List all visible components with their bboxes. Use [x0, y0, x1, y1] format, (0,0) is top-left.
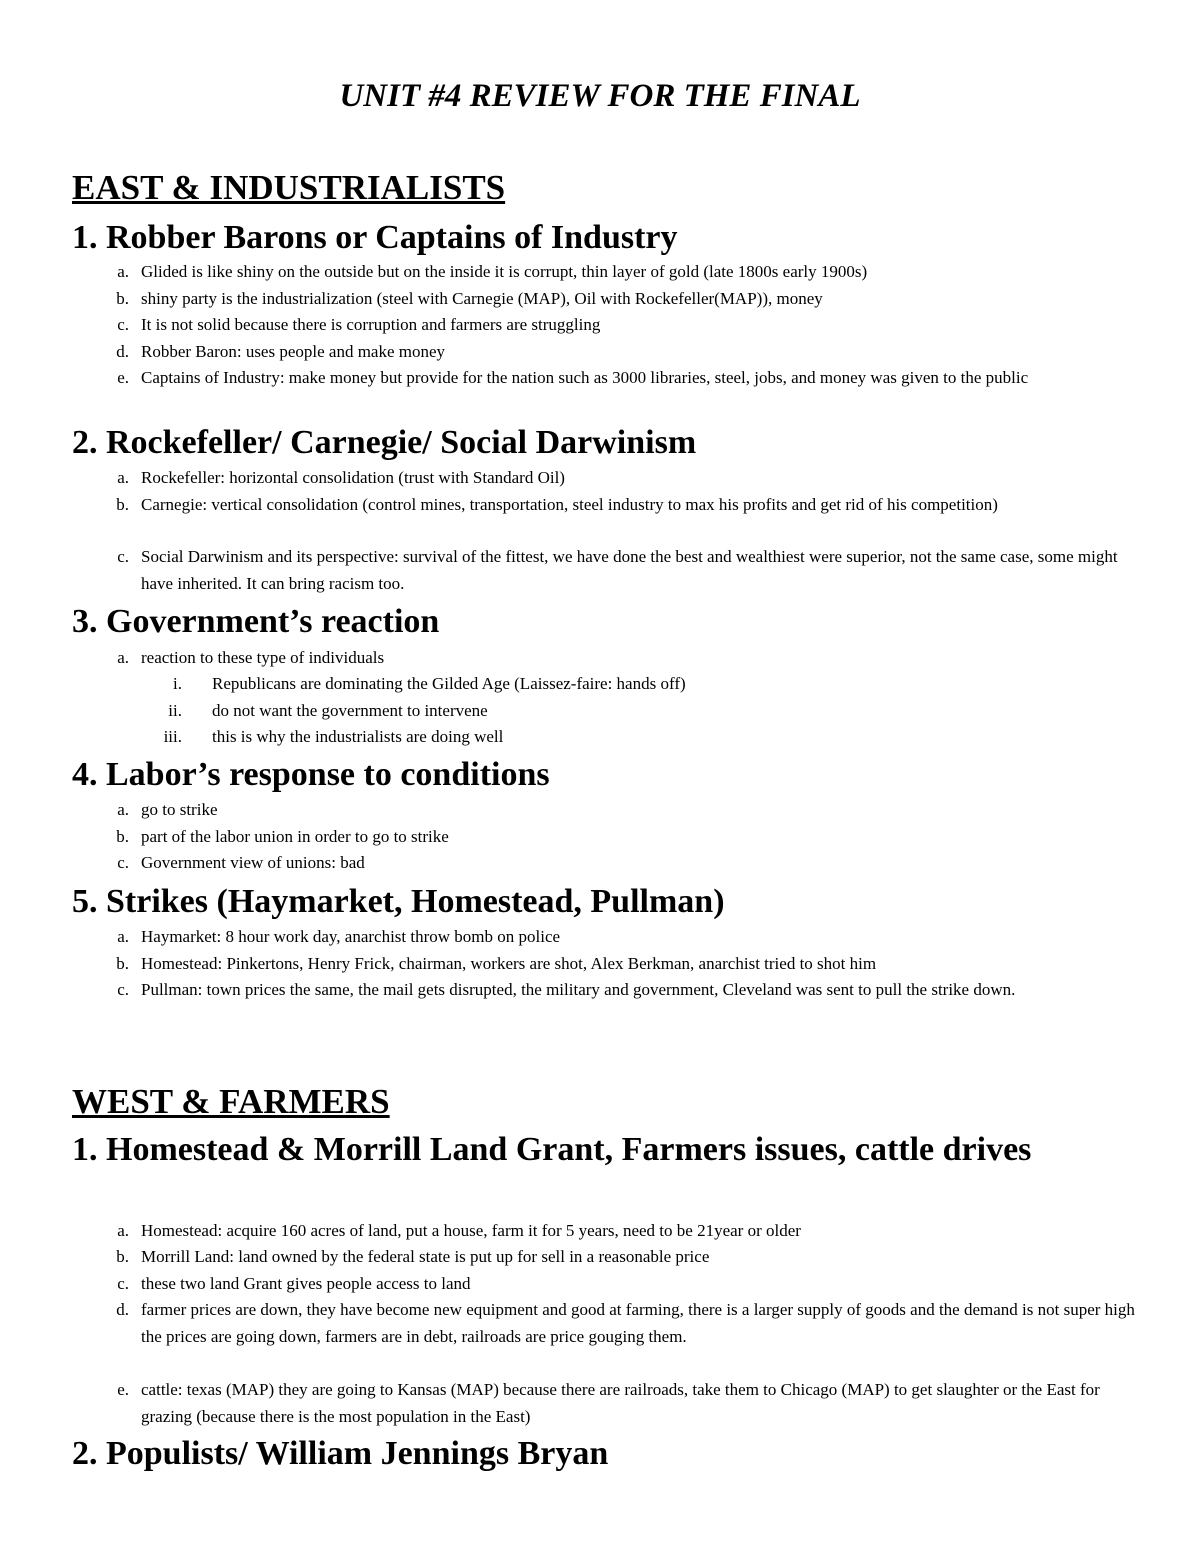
list-marker: iii. — [163, 727, 182, 746]
list-item — [117, 645, 1141, 672]
list-item — [117, 797, 1141, 824]
list-marker: b. — [116, 289, 129, 308]
list-item-text: Government view of unions: bad — [141, 853, 365, 872]
list-item — [117, 1377, 1141, 1430]
list-item-text: reaction to these type of individuals — [141, 648, 385, 667]
list-item — [117, 312, 1141, 339]
list-item — [116, 1297, 1141, 1350]
list-item-text: part of the labor union in order to go to strike — [141, 827, 449, 846]
list-item — [116, 951, 1141, 978]
list-item-text: cattle: texas (MAP) they are going to Kansas (MAP) because there are railroads, take them to Chicago (MAP) to get slaughter or the East for grazing (because there is the most population in the East) — [141, 1380, 1100, 1426]
list-item — [117, 924, 1141, 951]
list-marker: b. — [116, 1247, 129, 1266]
topic-heading: 1. Robber Barons or Captains of Industry — [72, 219, 678, 256]
sub-list-item — [173, 671, 1142, 698]
topic-heading: 3. Government’s reaction — [72, 603, 440, 640]
list-item-text: Captains of Industry: make money but provide for the nation such as 3000 libraries, steel, jobs, and money was given to the public — [141, 368, 1029, 387]
list-item — [117, 977, 1141, 1004]
list-item — [117, 259, 1141, 286]
list-marker: c. — [117, 547, 129, 566]
list-item-text: Homestead: acquire 160 acres of land, put a house, farm it for 5 years, need to be 21year or older — [141, 1221, 801, 1240]
list-item-text: Morrill Land: land owned by the federal state is put up for sell in a reasonable price — [141, 1247, 710, 1266]
list-marker: c. — [117, 1274, 129, 1293]
list-item-text: do not want the government to intervene — [212, 701, 488, 720]
list-marker: e. — [117, 1380, 129, 1399]
list-item-text: Social Darwinism and its perspective: survival of the fittest, we have done the best and wealthiest were superior, not the same case, some might have inherited. It can bring racism too. — [141, 547, 1118, 593]
list-item-text: this is why the industrialists are doing well — [212, 727, 504, 746]
list-marker: e. — [117, 368, 129, 387]
list-item-text: farmer prices are down, they have become new equipment and good at farming, there is a larger supply of goods and the demand is not super high the prices are going down, farmers are in debt, railroads are price gouging them. — [141, 1300, 1135, 1346]
list-item — [116, 492, 1141, 519]
list-marker: d. — [116, 342, 129, 361]
list-marker: ii. — [168, 701, 182, 720]
list-item — [116, 824, 1141, 851]
list-marker: b. — [116, 495, 129, 514]
list-marker: b. — [116, 827, 129, 846]
list-item — [117, 1271, 1141, 1298]
list-item-text: Haymarket: 8 hour work day, anarchist throw bomb on police — [141, 927, 561, 946]
list-marker: d. — [116, 1300, 129, 1319]
list-item-text: Republicans are dominating the Gilded Age (Laissez-faire: hands off) — [212, 674, 686, 693]
section-heading-east: EAST & INDUSTRIALISTS — [72, 168, 506, 207]
list-item — [116, 339, 1141, 366]
list-item-text: shiny party is the industrialization (steel with Carnegie (MAP), Oil with Rockefeller(MAP)), money — [141, 289, 823, 308]
list-marker: a. — [117, 648, 129, 667]
topic-heading: 2. Rockefeller/ Carnegie/ Social Darwinism — [72, 424, 697, 461]
topic-heading: 5. Strikes (Haymarket, Homestead, Pullman) — [72, 883, 725, 920]
topic-heading: 1. Homestead & Morrill Land Grant, Farmers issues, cattle drives — [72, 1131, 1032, 1168]
list-marker: b. — [116, 954, 129, 973]
list-marker: a. — [117, 468, 129, 487]
list-item — [116, 286, 1141, 313]
topic-heading: 4. Labor’s response to conditions — [72, 756, 550, 793]
list-marker: c. — [117, 853, 129, 872]
list-item — [116, 1244, 1141, 1271]
list-marker: c. — [117, 980, 129, 999]
list-marker: a. — [117, 262, 129, 281]
list-item-text: these two land Grant gives people access to land — [141, 1274, 471, 1293]
list-item-text: Pullman: town prices the same, the mail gets disrupted, the military and government, Cleveland was sent to pull the strike down. — [141, 980, 1016, 999]
list-marker: a. — [117, 927, 129, 946]
list-item — [117, 850, 1141, 877]
list-item — [117, 544, 1141, 597]
topic-heading: 2. Populists/ William Jennings Bryan — [72, 1435, 609, 1472]
sub-list-item — [163, 724, 1142, 751]
list-marker: i. — [173, 674, 182, 693]
list-item-text: Rockefeller: horizontal consolidation (trust with Standard Oil) — [141, 468, 565, 487]
list-item-text: Homestead: Pinkertons, Henry Frick, chairman, workers are shot, Alex Berkman, anarchist tried to shot him — [141, 954, 877, 973]
list-marker: a. — [117, 800, 129, 819]
sub-list-item — [168, 698, 1142, 725]
list-item-text: Carnegie: vertical consolidation (control mines, transportation, steel industry to max his profits and get rid of his competition) — [141, 495, 998, 514]
section-heading-west: WEST & FARMERS — [72, 1082, 390, 1121]
list-item-text: Glided is like shiny on the outside but on the inside it is corrupt, thin layer of gold (late 1800s early 1900s) — [141, 262, 868, 281]
list-item — [117, 465, 1141, 492]
list-item — [117, 365, 1141, 392]
page-title: UNIT #4 REVIEW FOR THE FINAL — [339, 78, 861, 114]
list-item-text: go to strike — [141, 800, 218, 819]
list-item-text: Robber Baron: uses people and make money — [141, 342, 446, 361]
list-marker: a. — [117, 1221, 129, 1240]
list-item — [117, 1218, 1141, 1245]
list-item-text: It is not solid because there is corruption and farmers are struggling — [141, 315, 601, 334]
list-marker: c. — [117, 315, 129, 334]
